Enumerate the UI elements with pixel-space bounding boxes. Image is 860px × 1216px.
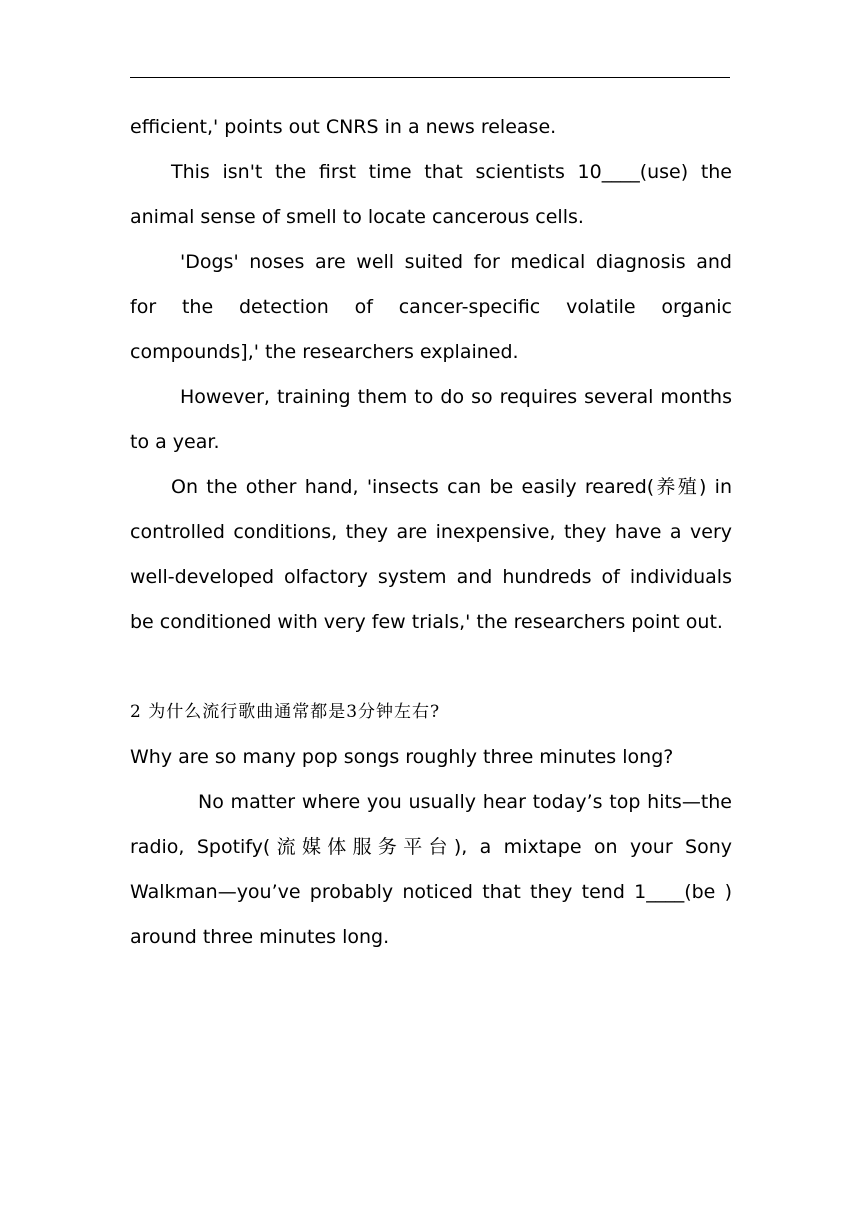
paragraph-line: to a year. [130,431,220,453]
paragraph-line: 'Dogs' noses are well suited for medical diagnosis and [180,251,732,273]
paragraph-line: efficient,' points out CNRS in a news release. [130,116,557,138]
section-subtitle: Why are so many pop songs roughly three minutes long? [130,746,674,768]
paragraph-line: well-developed olfactory system and hundreds of individuals [130,566,732,588]
header-rule [130,77,730,78]
paragraph-line: around three minutes long. [130,926,390,948]
paragraph-line: This isn't the first time that scientists 10____(use) the [171,161,732,183]
paragraph-line: be conditioned with very few trials,' the researchers point out. [130,611,723,633]
paragraph-line: On the other hand, 'insects can be easily reared(养殖) in [171,476,732,498]
paragraph-line: radio, Spotify(流媒体服务平台), a mixtape on your Sony [130,836,732,858]
section-gap [130,645,732,690]
paragraph-line: compounds],' the researchers explained. [130,341,519,363]
paragraph-line: animal sense of smell to locate cancerous cells. [130,206,584,228]
paragraph-line: However, training them to do so requires several months [180,386,732,408]
section-title: 2 为什么流行歌曲通常都是3分钟左右? [130,702,441,722]
paragraph-line: No matter where you usually hear today’s top hits—the [198,791,732,813]
paragraph-line: controlled conditions, they are inexpensive, they have a very [130,521,732,543]
paragraph-line: for the detection of cancer-specific volatile organic [130,296,732,318]
paragraph-line: Walkman—you’ve probably noticed that they tend 1____(be ) [130,881,732,903]
document-body [130,105,732,960]
